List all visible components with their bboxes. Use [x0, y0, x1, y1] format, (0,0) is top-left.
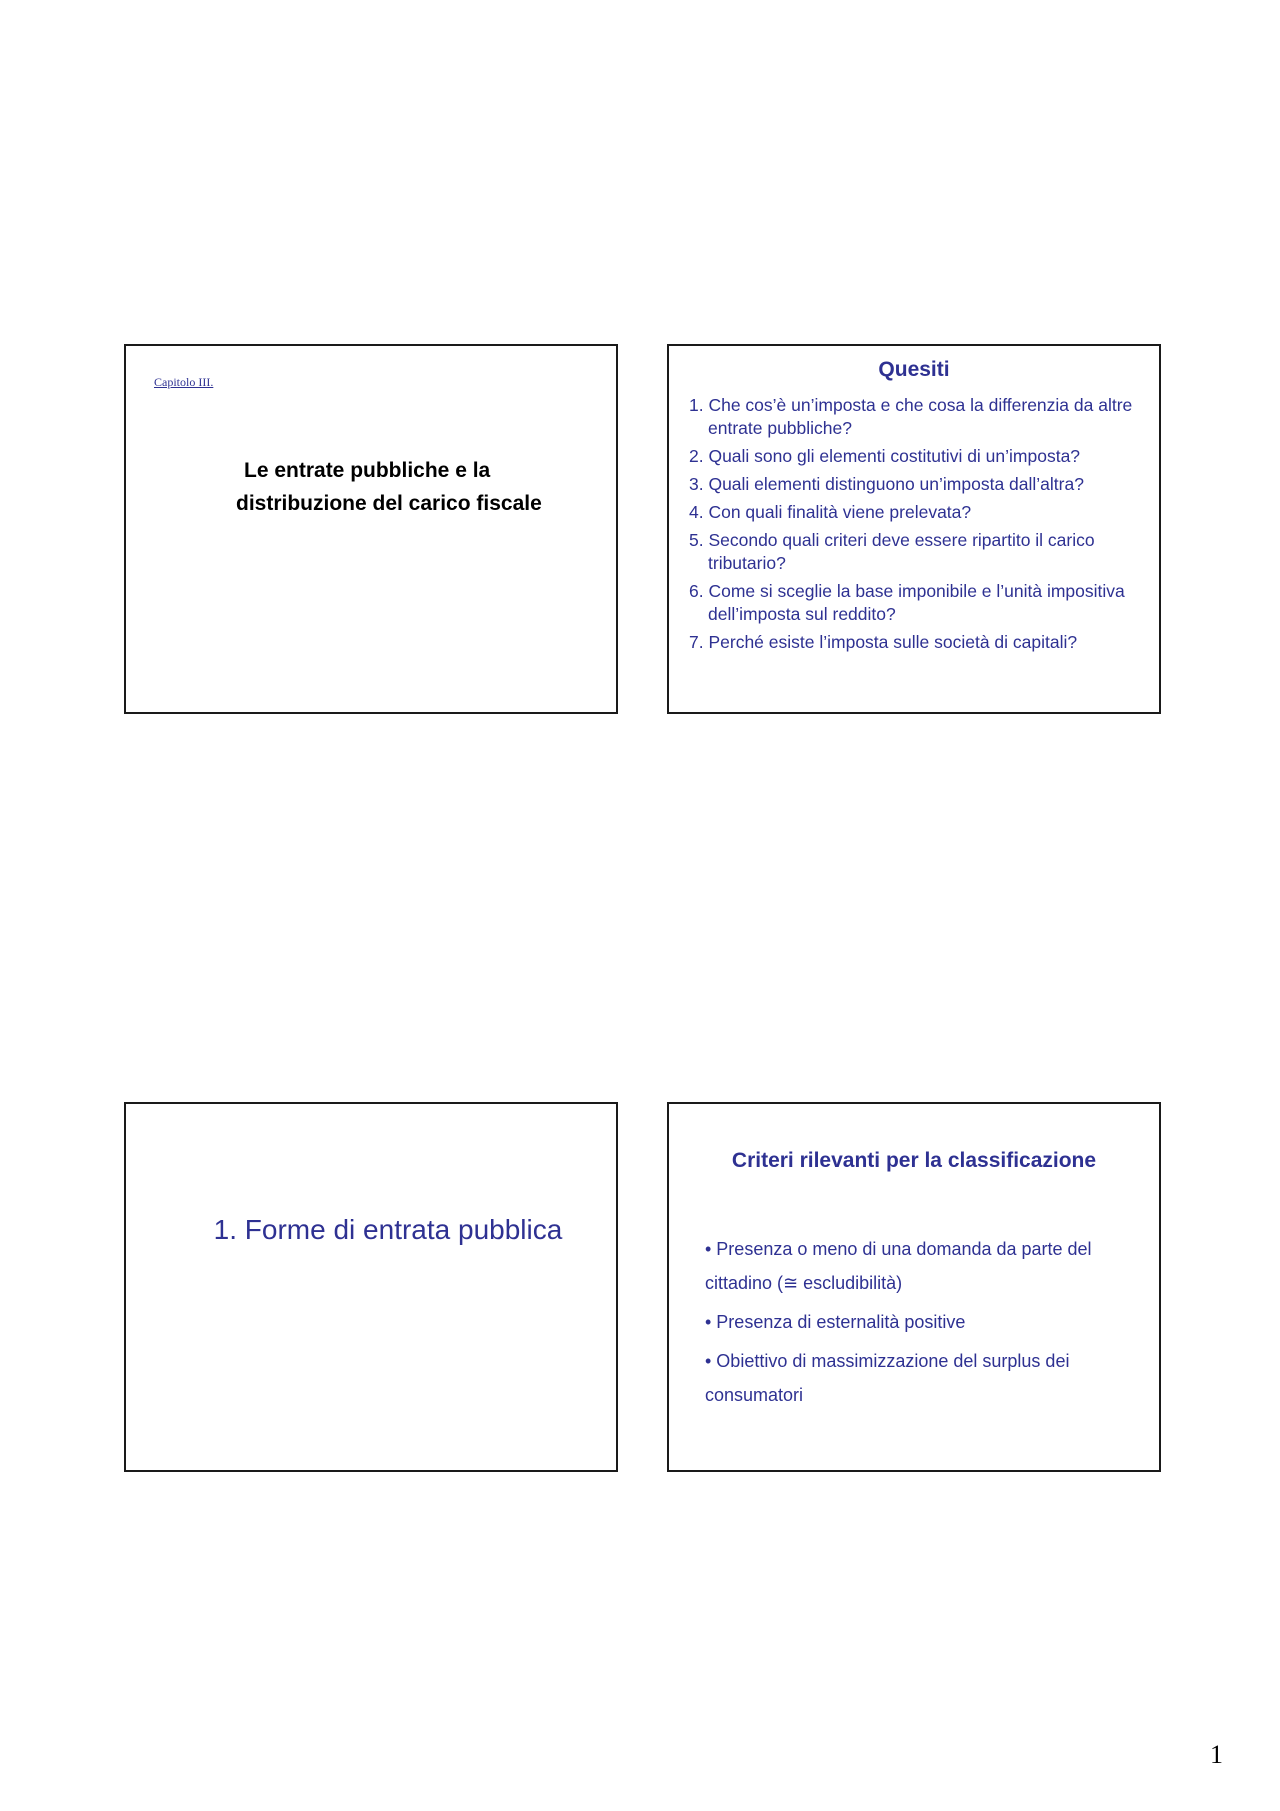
question-item: 1. Che cos’è un’imposta e che cosa la differenzia da altre entrate pubbliche? [689, 395, 1133, 438]
section-title: 1. Forme di entrata pubblica [213, 1214, 563, 1245]
page-number: 1 [1210, 1740, 1223, 1769]
slide-questions [667, 344, 1161, 714]
questions-list [689, 394, 1149, 659]
criteria-item: • Obiettivo di massimizzazione del surplus dei consumatori [705, 1351, 1070, 1405]
criteria-item: • Presenza o meno di una domanda da parte del cittadino (≅ escludibilità) [705, 1239, 1092, 1293]
chapter-label[interactable]: Capitolo III. [154, 375, 214, 389]
slide-section [124, 1102, 618, 1472]
question-item: 4. Con quali finalità viene prelevata? [689, 502, 972, 522]
criteria-heading: Criteri rilevanti per la classificazione [731, 1149, 1097, 1172]
slide-title [124, 344, 618, 714]
questions-heading: Quesiti [878, 358, 950, 381]
question-item: 7. Perché esiste l’imposta sulle società di capitali? [689, 632, 1078, 652]
criteria-list [705, 1232, 1125, 1417]
chapter-title-line-1: Le entrate pubbliche e la [244, 459, 491, 482]
chapter-title-line-2: distribuzione del carico fiscale [236, 492, 542, 515]
question-item: 5. Secondo quali criteri deve essere ripartito il carico tributario? [689, 530, 1095, 573]
question-item: 3. Quali elementi distinguono un’imposta dall’altra? [689, 474, 1084, 494]
slide-criteria [667, 1102, 1161, 1472]
question-item: 2. Quali sono gli elementi costitutivi di un’imposta? [689, 446, 1081, 466]
criteria-item: • Presenza di esternalità positive [705, 1312, 966, 1332]
question-item: 6. Come si sceglie la base imponibile e l’unità impositiva dell’imposta sul reddito? [689, 581, 1125, 624]
chapter-title [236, 454, 596, 520]
